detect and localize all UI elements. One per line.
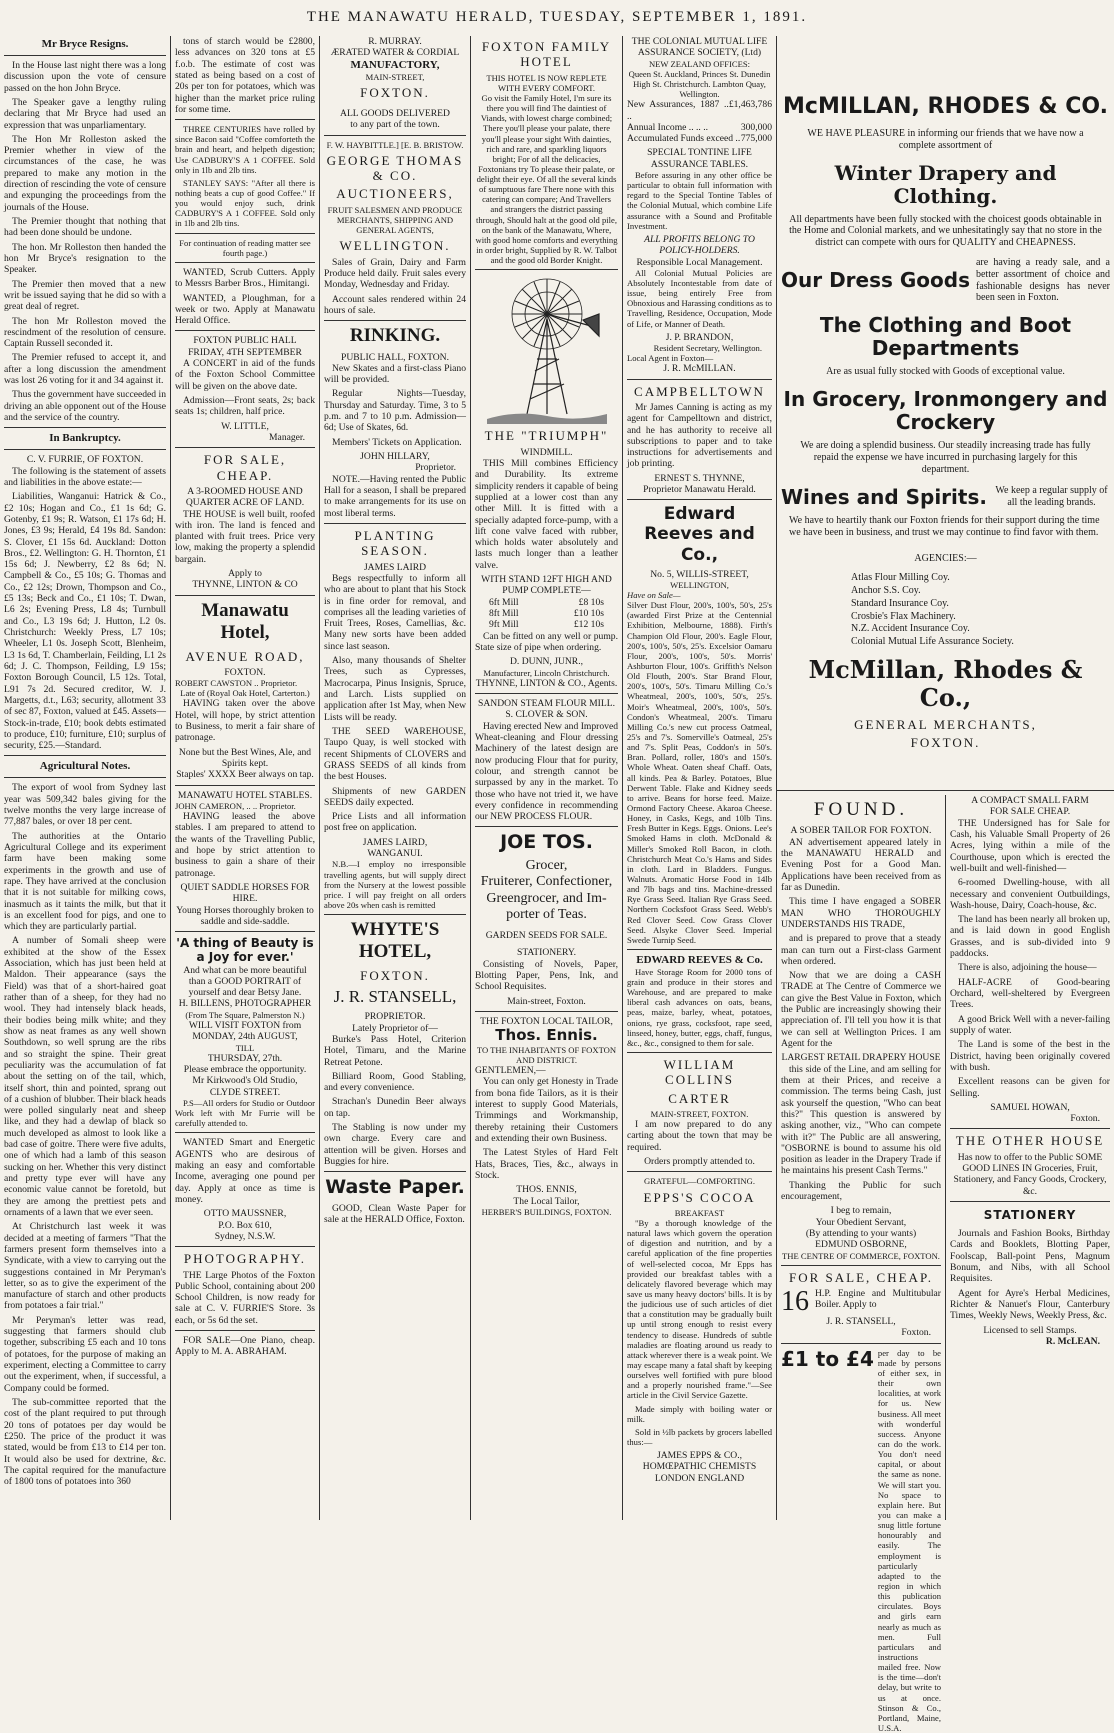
ad-row-dress bbox=[781, 257, 1110, 304]
ad-subtitle: AVENUE ROAD, bbox=[185, 648, 305, 664]
ad-line: Grocer, bbox=[525, 857, 568, 873]
ad-title: FOR SALE, CHEAP. bbox=[203, 452, 287, 483]
ad-body: Mr Kirkwood's Old Studio, bbox=[192, 1075, 298, 1087]
stats-label: New Assurances, 1887 .. .. bbox=[627, 99, 729, 122]
paragraph: Mr Peryman's letter was read, suggesting that farmers should club together, subscribing £5 each and 10 tons of potatoes, for the purpose of making an experiment, electing a Committee to carry out the experiment, when, if successful, a Company could be formed. bbox=[4, 1314, 166, 1394]
ad-proprietor: ROBERT CAWSTON .. Proprietor. bbox=[175, 678, 298, 689]
ad-body: Regular Nights—Tuesday, Thursday and Saturday. Time, 3 to 5 p.m. and 7 to 10 p.m. Admission—6d; Use of Skates, 6d. bbox=[324, 388, 466, 434]
continuation-note: For continuation of reading matter see fourth page.) bbox=[179, 237, 311, 258]
ad-body: Agent for Ayre's Herbal Medicines, Richter & Nanuet's Flour, Canterbury Times, Weekly News, Weekly Press, &c. bbox=[950, 1287, 1110, 1322]
ad-line: Fruiterer, Confectioner, bbox=[480, 874, 613, 890]
ad-body: You can only get Honesty in Trade from bona fide Tailors, as it is their interest to supply Good Materials, Trimmings and Workmanship, thereby retaining their Customers and extending their own Business. bbox=[475, 1076, 618, 1144]
ad-address: No. 5, WILLIS-STREET, bbox=[650, 568, 749, 580]
paragraph: Liabilities, Wanganui: Hatrick & Co., £2 10s; Hogan and Co., £1 1s 6d; G. Gotenby, £1 9s; R. Watson, £1 17s 6d; H. Jones, £3 9s; Herald, £4 19s 8d. Sandon: S. Clover, £1 15s 6d. Auckland: Dotton Bros., £2. Wellington: G. H. Thornton, £1 15s 6d; J. Newberry, £2 8s 6d; N. Campbell & Co., £5 10s; G. Thomas and Co., £2 12s; Drown, Thompson and Co., £5 13s; Beck and Co., £1 10s; T. Dwan, L6 2s; Evening Press, L8 4s; Turnbull and Co., L3 19s 6d; J. Hutton, L2 0s. Christchurch: Weekly Press, L7 10s; Wheeler, L1 0s. Joseph Scott, Blenheim, L3 1s 6d, T. Chamberlain, Feilding, L1 2s 6d; J. C. Thompson, Feilding, L9 15s; Foxton Borough Council, L5 12s. Total, L91 7s 2d. Secured creditor, W. J. Margetts, d.t., L63; security, allotment 33 of sec 87, Foxton, valued at £45. Assets—Stock-in-trade, £10; book debts estimated to produce, £10; furniture, £10; surplus of security, £25.—Standard. bbox=[4, 491, 167, 752]
ad-title: CAMPBELLTOWN bbox=[634, 383, 765, 399]
paragraph: The sub-committee reported that the cost of the plant required to put through 20 tons of potatoes per day would be £250. The price of the product it was stated, would be from £13 to £14 per ton. It would also be used for dextrine, &c. The capital required for the manufacture of 1800 tons of potatoes into 360 bbox=[4, 1396, 166, 1488]
ad-subtitle: AUCTIONEERS, bbox=[336, 186, 454, 202]
ad-body: Price Lists and all information post free on application. bbox=[324, 811, 466, 834]
ad-body: Have Storage Room for 2000 tons of grain and produce in their stores and Warehouse, and are prepared to make liberal cash advances on oats, beans, peas, maize, barley, wheat, potatoes, onions, rye grass, cocksfoot, rape seed, linseed, honey, butter, eggs, chaff, fungus, &c., &c., consigned to them for sale. bbox=[627, 966, 772, 1048]
ad-body: There is also, adjoining the house— bbox=[958, 962, 1097, 974]
ad-subtitle: GENERAL MERCHANTS, bbox=[854, 716, 1037, 732]
ad-signature: R. McLEAN. bbox=[1045, 1335, 1100, 1347]
ad-signature-role: Manager. bbox=[269, 431, 305, 443]
ad-subtitle: CARTER bbox=[668, 1090, 731, 1106]
ad-line: porter of Teas. bbox=[506, 907, 587, 923]
ad-number: 16 bbox=[781, 1286, 809, 1318]
ad-title-found: FOUND. bbox=[813, 799, 909, 820]
ad-subtitle: A 3-ROOMED HOUSE AND bbox=[187, 485, 303, 497]
ad-subtitle: PUBLIC HALL, FOXTON. bbox=[340, 351, 450, 363]
ad-row-wines bbox=[781, 485, 1110, 509]
ad-body: Strachan's Dunedin Beer always on tap. bbox=[324, 1096, 466, 1119]
ad-title: THE COLONIAL MUTUAL LIFE ASSURANCE SOCIETY, (Ltd) bbox=[631, 36, 768, 59]
ad-body: All Colonial Mutual Policies are Absolutely Incontestable from date of issue, being entirely Free from Obnoxious and Harassing conditions as to Travelling, Residence, Occupation, Mode of Life, or Manner of Death. bbox=[627, 267, 772, 329]
ad-apply: Apply to bbox=[228, 568, 262, 580]
column-news bbox=[0, 36, 170, 1520]
stats-row bbox=[627, 99, 772, 122]
ad-body: Mr James Canning is acting as my agent for Campelltown and district, and he has authority to receive all subscriptions to paper and to take instructions for advertisements and job printing. bbox=[627, 401, 772, 470]
ad-subtitle: GRATEFUL—COMFORTING. bbox=[644, 1176, 755, 1187]
ad-body: All departments have been fully stocked with the choicest goods obtainable in the Home and Colonial markets, and we unhesitatingly say that no store in the district can compete with ours for QUALITY and CHEAPNESS. bbox=[789, 213, 1102, 249]
ad-body: Your Obedient Servant, bbox=[815, 1216, 907, 1228]
ad-body: Please embrace the opportunity. bbox=[183, 1064, 307, 1075]
price-value: £12 10s bbox=[573, 619, 604, 631]
ad-title: EPPS'S COCOA bbox=[643, 1189, 756, 1205]
ad-address: P.O. Box 610, bbox=[218, 1219, 272, 1231]
ad-body: Has now to offer to the Public SOME GOOD LINES IN Groceries, Fruit, Stationery, and Fancy Goods, Crockery, &c. bbox=[953, 1151, 1107, 1197]
ad-signature: JAMES LAIRD, bbox=[362, 836, 428, 848]
ad-body: We have to heartily thank our Foxton friends for their support during the time we have been in business, and trust we may continue to find favor with them. bbox=[789, 514, 1100, 538]
ad-subtitle: Have on Sale— bbox=[627, 590, 681, 601]
ad-body: Are as usual fully stocked with Goods of exceptional value. bbox=[826, 366, 1065, 378]
ad-body: P.S—All orders for Studio or Outdoor Work left with Mr Furrie will be carefully attended to. bbox=[175, 1097, 315, 1129]
ad-title: SANDON STEAM FLOUR MILL. bbox=[478, 698, 615, 710]
paragraph: tons of starch would be £2800, less advances on 320 tons at £5 f.o.b. The estimate of cost was stated as being based on a cost of 20s per ton for potatoes, which was higher than the market price ruling for some time. bbox=[175, 36, 315, 115]
ad-subtitle: BREAKFAST bbox=[674, 1207, 725, 1218]
ad-subtitle: A SOBER TAILOR FOR FOXTON. bbox=[790, 825, 932, 837]
ad-signature-mcmillan: McMillan, Rhodes & Co., bbox=[808, 655, 1083, 713]
ad-title-stationery: STATIONERY bbox=[983, 1208, 1077, 1223]
ad-body: We keep a regular supply of all the leading brands. bbox=[995, 485, 1108, 509]
ad-signature: W. LITTLE, bbox=[221, 420, 269, 432]
ad-body: and is prepared to prove that a steady man can turn out a First-class Garment when ordered. bbox=[781, 933, 941, 967]
ad-title: MANAWATU HOTEL STABLES. bbox=[177, 789, 313, 801]
ad-title: THE FOXTON LOCAL TAILOR, bbox=[480, 1015, 613, 1027]
ad-title: R. MURRAY. bbox=[368, 36, 422, 47]
ad-title-rinking: RINKING. bbox=[349, 325, 441, 347]
ad-body: Admission—Front seats, 2s; back seats 1s; children, half price. bbox=[175, 395, 315, 418]
column-ads-5 bbox=[623, 36, 776, 1520]
ad-title: WILLIAM COLLINS bbox=[663, 1057, 736, 1088]
ad-subtitle: Responsible Local Management. bbox=[636, 256, 763, 268]
ad-title: PHOTOGRAPHY. bbox=[183, 1251, 307, 1267]
agency-item: Atlas Flour Milling Coy. bbox=[851, 572, 950, 584]
ad-title: FOXTON FAMILY HOTEL bbox=[481, 39, 612, 70]
ad-body: AN advertisement appeared lately in the MANAWATU HERALD and Evening Post for a Good Man. Applications have been received from as far as Dunedin. bbox=[781, 836, 941, 893]
ad-body: Billiard Room, Good Stabling, and every convenience. bbox=[324, 1070, 466, 1094]
ad-body: TO THE INHABITANTS OF FOXTON AND DISTRICT. bbox=[476, 1044, 617, 1065]
ad-place: WELLINGTON. bbox=[339, 238, 451, 254]
ad-body: We are doing a splendid business. Our steadily increasing trade has fully repaid the expense we have incurred in purchasing largely for this department. bbox=[800, 439, 1091, 475]
ad-signature: JAMES EPPS & CO., bbox=[656, 1450, 743, 1462]
ad-body: GENTLEMEN,— bbox=[475, 1065, 546, 1077]
ad-body: to any part of the town. bbox=[350, 119, 440, 131]
ad-body: HALF-ACRE of Good-bearing Orchard, well-sheltered by Evergreen Trees. bbox=[950, 976, 1110, 1011]
ad-body: Consisting of Novels, Paper, Blotting Paper, Pens, Ink, and School Requisites. bbox=[475, 958, 618, 993]
ad-address: (From The Square, Palmerston N.) bbox=[185, 1009, 305, 1020]
ad-body: Journals and Fashion Books, Birthday Cards and Booklets, Blotting Paper, Foolscap, Ball-point Pens, Magnum Bonum, and Nibs, with all School Requisites. bbox=[950, 1228, 1110, 1285]
ad-subtitle: NEW ZEALAND OFFICES: bbox=[648, 58, 751, 69]
column-ads-4 bbox=[471, 36, 622, 1520]
ad-body: per day to be made by persons of either sex, in their own localities, at work for us. New business. All meet with wonderful success. Anyone can do the work. You don't need capital, or about the same as none. We will start you. No space to explain here. But you can make a snug little fortune honourably and easily. The employment is particularly adapted to the region in which this publication circulates. Boys and girls earn nearly as much as men. Full particulars and instructions mailed free. Now is the time—don't delay, but write to us at once. Stinson & Co., Portland, Maine, U.S.A. bbox=[877, 1347, 941, 1733]
ad-address: Main-street, Foxton. bbox=[507, 995, 586, 1007]
ad-body: Lately Proprietor of— bbox=[352, 1022, 438, 1034]
ad-body: THIS Mill combines Efficiency and Durability. Its extreme simplicity renders it capable of being supplied at a lower cost than any other Mill. It is fitted with a specially adapted force-pump, with a lift cone valve faced with rubber, which holds water absolutely and lasts much longer than a leather valve. bbox=[475, 457, 618, 571]
ad-signature-role: Resident Secretary, Wellington. bbox=[653, 343, 762, 353]
ad-subtitle: ALL PROFITS BELONG TO POLICY-HOLDERS. bbox=[644, 233, 755, 257]
ad-body: New Skates and a first-class Piano will be provided. bbox=[324, 362, 466, 386]
ad-title-waste-paper: Waste Paper. bbox=[325, 1176, 465, 1199]
ad-signature: J. R. STANSELL, bbox=[826, 1316, 896, 1328]
stats-list bbox=[627, 99, 772, 144]
ad-signature: JOHN HILLARY, bbox=[360, 451, 430, 463]
ad-signature: D. DUNN, JUNR., bbox=[509, 656, 584, 668]
ad-body: 6-roomed Dwelling-house, with all necessary and convenient Outbuildings, Wash-house, Dairy, Coach-house, &c. bbox=[950, 877, 1110, 911]
ad-date: FRIDAY, 4TH SEPTEMBER bbox=[188, 346, 302, 358]
ad-body: Before assuring in any other office be particular to obtain full information with regard to the Special Tontine Tables of the Colonial Mutual, which combine Life assurance with a Sound and Profitable Investment. bbox=[627, 170, 772, 231]
ad-signature-role: Proprietor. bbox=[415, 462, 456, 474]
ad-subtitle: THIS HOTEL IS NOW REPLETE WITH EVERY COMFORT. bbox=[486, 72, 607, 93]
horizontal-rule bbox=[776, 790, 1114, 791]
ad-body: are having a ready sale, and a better assortment of choice and fashionable designs has never been seen in Foxton. bbox=[975, 256, 1110, 304]
ad-body: I beg to remain, bbox=[830, 1205, 892, 1217]
ad-subtitle: AGENCIES:— bbox=[914, 552, 977, 564]
ad-body: Licensed to sell Stamps. bbox=[983, 1324, 1077, 1336]
ad-place: FOXTON. bbox=[360, 967, 430, 983]
ad-stanley: STANLEY SAYS: "After all there is nothing beats a cup of good Coffee." If you would enjoy such, drink CADBURY'S A 1 COFFEE. Sold only in 1lb and 2lb tins. bbox=[175, 177, 315, 229]
ad-body: WITH STAND 12FT HIGH AND PUMP COMPLETE— bbox=[481, 574, 612, 597]
ad-address: HERBER'S BUILDINGS, FOXTON. bbox=[481, 1206, 612, 1217]
ad-body: Members' Tickets on Application. bbox=[332, 436, 462, 448]
ad-proprietor: JOHN CAMERON, .. .. Proprietor. bbox=[175, 800, 296, 811]
ad-cadbury: THREE CENTURIES have rolled by since Bacon said "Coffee comforteth the brain and heart, and helpeth digestion; Use CADBURY'S A 1 COFFEE. Sold only in 1lb and 2lb tins. bbox=[175, 124, 315, 175]
price-row bbox=[475, 619, 618, 630]
ad-body: Having erected New and Improved Wheat-cleaning and Flour dressing Machinery of the latest design are now producing Flour that for purity, colour, and strength cannot be surpassed by any in the market. To those who have not tried it, we have every confidence in recommending our NEW PROCESS FLOUR. bbox=[475, 720, 618, 823]
ad-body: H.P. Engine and Multitubular Boiler. Apply to bbox=[815, 1288, 941, 1311]
ad-subtitle: JAMES LAIRD bbox=[363, 561, 427, 573]
ad-signature: SAMUEL HOWAN, bbox=[990, 1101, 1070, 1113]
paragraph: The hon. Mr Rolleston then handed the hon Mr Bryce's resignation to the Speaker. bbox=[4, 241, 166, 276]
ad-place: Foxton. bbox=[1070, 1113, 1100, 1125]
ad-title-mcmillan: McMILLAN, RHODES & CO. bbox=[783, 94, 1108, 119]
paragraph: The export of wool from Sydney last year was 509,342 bales giving for the twelve months the very large increase of 77,887 bales, or over 18 per cent. bbox=[4, 782, 166, 828]
ad-title-whyte: WHYTE'S HOTEL, bbox=[350, 919, 440, 963]
ad-title: GEORGE THOMAS & CO. bbox=[326, 152, 464, 184]
ad-body: Begs respectfully to inform all who are about to plant that his Stock is in fine order for removal, and comprises all the leading varieties of Fruit Trees, Roses, Camellias, &c. Many new sorts have been added since last season. bbox=[324, 572, 466, 652]
ad-title: 'A thing of Beauty is a Joy for ever.' bbox=[176, 936, 314, 965]
ad-signature-role: HOMŒPATHIC CHEMISTS bbox=[642, 1461, 757, 1473]
paragraph: At Christchurch last week it was decided at a meeting of farmers "That the farmers present form themselves into a Syndicate, with a view to carrying out the suggestions contained in Mr Peryman's letter, so as to give the experiment of the manufacture of starch and other products from potatoes a fair trial." bbox=[4, 1221, 166, 1312]
ad-body: "By a thorough knowledge of the natural laws which govern the operation of digestion and nutrition, and by a careful application of the fine properties of well-selected cocoa, Mr Epps has provided our breakfast tables with a delicately flavored beverage which may save us many heavy doctors' bills. It is by the judicious use of such articles of diet that a constitution may be gradually built up until strong enough to resist every tendency to disease. Hundreds of subtle maladies are floating around us ready to attack wherever there is a weak point. We may escape many a fatal shaft by keeping ourselves well fortified with pure blood and a properly nourished frame."—See article in the Civil Service Gazette. bbox=[627, 1218, 772, 1401]
ad-title-reeves: Edward Reeves and Co., bbox=[644, 504, 755, 565]
ad-body: Account sales rendered within 24 hours of sale. bbox=[324, 293, 466, 316]
ad-names: F. W. HAYBITTLE.] [E. B. BRISTOW. bbox=[326, 139, 464, 150]
price-item: 8ft Mill bbox=[489, 608, 519, 620]
ad-body: The Land is some of the best in the District, having been originally covered with bush. bbox=[950, 1039, 1110, 1073]
ad-subtitle: Thos. Ennis. bbox=[495, 1026, 598, 1045]
paragraph: The following is the statement of assets and liabilities in the above estate:— bbox=[4, 465, 166, 488]
stats-value: 300,000 bbox=[740, 121, 772, 133]
article-title-bryce: Mr Bryce Resigns. bbox=[41, 38, 129, 50]
price-value: £10 10s bbox=[573, 608, 604, 620]
ad-signature: OTTO MAUSSNER, bbox=[203, 1208, 287, 1220]
ad-body: Excellent reasons can be given for Selling. bbox=[950, 1076, 1110, 1099]
ad-body: this side of the Line, and am selling for them at their Prices, and receive a commission. The terms being Cash, just ask yourself the question, "Who can beat this?" This question is answered by asking another, viz., "Who can compete with it?" The Public are all answering, "OSBORNE is bound to assume his old position as leader in the Drapery Trade if he maintains his present Cash Terms." bbox=[781, 1063, 941, 1177]
agency-item: N.Z. Accident Insurance Coy. bbox=[851, 623, 970, 635]
stats-label: Annual Income .. .. .. bbox=[627, 121, 708, 133]
ad-title: A COMPACT SMALL FARM bbox=[971, 795, 1089, 806]
ad-body: Can be fitted on any well or pump. State size of pipe when ordering. bbox=[475, 630, 618, 653]
ad-body: Made simply with boiling water or milk. bbox=[627, 1403, 772, 1424]
column-mcmillan-ad bbox=[777, 36, 1114, 788]
price-list bbox=[475, 597, 618, 631]
ad-body: The land has been nearly all broken up, and is laid down in good English Grasses, and is sub-divided into 9 paddocks. bbox=[950, 914, 1110, 960]
ad-place: FOXTON. bbox=[360, 84, 430, 100]
ad-signature-role: THE CENTRE OF COMMERCE, FOXTON. bbox=[782, 1250, 940, 1261]
paragraph: The Premier thought that nothing that had been done should be undone. bbox=[4, 216, 166, 239]
ad-title: THE "TRIUMPH" bbox=[484, 428, 609, 444]
paragraph: Thus the government have succeeded in driving an able opponent out of the House and the service of the country. bbox=[4, 389, 166, 424]
agency-item: Standard Insurance Coy. bbox=[851, 597, 949, 609]
paragraph: In the House last night there was a long discussion upon the vote of censure passed on the hon John Bryce. bbox=[4, 59, 166, 94]
ad-address: Sydney, N.S.W. bbox=[214, 1230, 276, 1242]
paragraph: A number of Somali sheep were exhibited at the show of the Essex Association, which has just been held at Maldon. Their appearance (says the Field) was that of a short-haired goat rather than of a sheep, for they had no wool. They had intensely black heads, their bodies being milk white; and they show as neat frames as any well shown Southdown, so well sprung are the ribs and so straight the spine. Their great peculiarity was the accumulation of fat about the setting on of the tail, which, itself short, thin and pointed, sprang out of a cushion of blubber. Their black heads were polled singularly neat and sheep like, and they had a dewlap of black so much developed as almost to look like a bad case of goitre. There were five adults, one of which had a lamb of this season sucking on her. Whether this very distinct and pretty type ever will have any economic value cannot be foretold, but they are among the prettiest pets and ornaments of a lawn that we ever seen. bbox=[4, 935, 166, 1218]
ad-date: THURSDAY, 27th. bbox=[207, 1052, 283, 1064]
column-ads-3 bbox=[320, 36, 470, 1520]
ad-subtitle: MANUFACTORY, bbox=[350, 58, 440, 71]
ad-subtitle: FOR SALE CHEAP. bbox=[989, 806, 1071, 818]
ad-title-joe-tos: JOE TOS. bbox=[500, 831, 593, 854]
ad-body: GOOD, Clean Waste Paper for sale at the HERALD Office, Foxton. bbox=[324, 1202, 466, 1226]
ad-body: FRUIT SALESMEN AND PRODUCE MERCHANTS, SHIPPING AND GENERAL AGENTS, bbox=[327, 204, 463, 236]
ad-body: THE SEED WAREHOUSE, Taupo Quay, is well stocked with recent Shipments of CLOVERS and GRASS SEEDS of all kinds from the best Houses. bbox=[324, 725, 466, 783]
ad-body: (By attending to your wants) bbox=[805, 1228, 917, 1240]
ad-till: TILL bbox=[235, 1042, 255, 1053]
ad-body: HAVING taken over the above Hotel, will hope, by strict attention to Business, to merit a fair share of patronage. bbox=[175, 698, 315, 744]
ad-subtitle: SPECIAL TONTINE LIFE ASSURANCE TABLES. bbox=[647, 147, 752, 170]
ad-place: LONDON ENGLAND bbox=[654, 1472, 745, 1484]
stats-value: £1,463,786 bbox=[728, 99, 772, 111]
ad-heading-dress: Our Dress Goods bbox=[781, 268, 970, 293]
ad-subtitle: LARGEST RETAIL DRAPERY HOUSE bbox=[781, 1052, 941, 1064]
column-ads-7 bbox=[777, 795, 945, 1733]
ad-body: Staples' XXXX Beer always on tap. bbox=[176, 769, 314, 781]
ad-wanted: WANTED, a Ploughman, for a week or two. Apply at Manawatu Herald Office. bbox=[175, 292, 315, 327]
ad-signature: H. BILLENS, PHOTOGRAPHER bbox=[178, 998, 312, 1010]
ad-body: NOTE.—Having rented the Public Hall for a season, I shall be prepared to make arrangements for its use on most liberal terms. bbox=[324, 473, 466, 519]
price-row bbox=[475, 608, 618, 619]
masthead: THE MANAWATU HERALD, TUESDAY, SEPTEMBER 1, 1891. bbox=[306, 8, 808, 25]
ad-late: Late of (Royal Oak Hotel, Carterton.) bbox=[180, 688, 310, 699]
ad-title: THE OTHER HOUSE bbox=[955, 1133, 1105, 1149]
ad-subtitle: STATIONERY. bbox=[516, 947, 577, 959]
ad-body: A good Brick Well with a never-failing supply of water. bbox=[950, 1013, 1110, 1036]
stats-value: 775,000 bbox=[740, 133, 772, 145]
ad-place: FOXTON. bbox=[910, 735, 981, 751]
ad-title: QUIET SADDLE HORSES FOR HIRE. bbox=[180, 881, 310, 905]
ad-body: This time I have engaged a SOBER MAN WHO THOROUGHLY UNDERSTANDS HIS TRADE, bbox=[781, 896, 941, 930]
ad-body: Also, many thousands of Shelter Trees, such as Cypresses, Macrocarpa, Pinus Insignis, Spruce, and Larch. Lists supplied on application after 1st May, when New Lists will be ready. bbox=[324, 655, 466, 723]
ad-body: A CONCERT in aid of the funds of the Foxton School Committee will be given on the above date. bbox=[175, 358, 315, 392]
price-item: 6ft Mill bbox=[489, 596, 519, 608]
ad-body: Now that we are doing a CASH TRADE at The Centre of Commerce we can give the Best Value in Foxton, which the Public are increasingly showing their appreciation of. I'll tell you how it is that we can sell at Wellington Prices. I am Agent for the bbox=[781, 970, 941, 1050]
ad-address: MAIN-STREET, bbox=[365, 71, 425, 82]
stats-row bbox=[627, 133, 772, 144]
ad-address: Manufacturer, Lincoln Christchurch. bbox=[483, 667, 610, 678]
ad-place: WANGANUI. bbox=[367, 848, 423, 860]
ad-body: WILL VISIT FOXTON from bbox=[188, 1019, 302, 1031]
ad-body: Shipments of new GARDEN SEEDS daily expected. bbox=[324, 785, 466, 808]
ad-note: N.B.—I employ no irresponsible travelling agents, but will supply direct from the Nursery at the lowest possible price. I will pay freight on all orders above 20s when cash is remitted bbox=[324, 859, 466, 910]
ad-body: And what can be more beautiful than a GOOD PORTRAIT of yourself and dear Betsy Jane. bbox=[183, 964, 307, 999]
ad-signature: ERNEST S. THYNNE, bbox=[654, 472, 745, 484]
ad-agent-name: J. R. McMILLAN. bbox=[663, 363, 736, 375]
ad-body: Go visit the Family Hotel, I'm sure its there you will find The daintiest of Viands, with lowest charge combined; There you'll please your palate, there you'll please your sight With dainties, rich and rare, and sparkling liquors bright; For of all the delicacies, Foxtonians try To please their palate, or delight their eye. Of all the several kinds of sumptuous fare There none with this catering can compare; And Travellers and strangers the district passing through, Should halt at the good old pile, on the bank of the Manawatu, Where, with good home comforts and everything in order bright, Supplied by R. W. Talbot and the good old Border Knight. bbox=[475, 92, 618, 266]
ad-address: Queen St. Auckland, Princes St. Dunedin High St. Christchurch. Lambton Quay, Wellington. bbox=[628, 68, 771, 100]
ad-title: FOXTON PUBLIC HALL bbox=[193, 335, 297, 347]
ad-body: Orders promptly attended to. bbox=[644, 1156, 755, 1168]
ad-row-engine bbox=[781, 1288, 941, 1316]
paragraph: The hon Mr Rolleston moved the rescindment of the resolution of censure. Captain Russell seconded it. bbox=[4, 315, 166, 350]
ad-address: MAIN-STREET, FOXTON. bbox=[650, 1109, 749, 1120]
ad-signature: THYNNE, LINTON & CO bbox=[192, 579, 298, 591]
ad-place: FOXTON. bbox=[224, 666, 266, 678]
ad-date: MONDAY, 24th AUGUST, bbox=[192, 1031, 298, 1043]
paragraph: The Speaker gave a lengthy ruling declaring that Mr Bryce had used an expression that was unparliamentary. bbox=[4, 96, 166, 131]
ad-agent: Local Agent in Foxton— bbox=[627, 353, 714, 364]
ad-heading-boot: The Clothing and Boot Departments bbox=[819, 313, 1072, 361]
ad-body: THE HOUSE is well built, roofed with iron. The land is fenced and planted with fruit trees. Price very low, making the property a splendid bargain. bbox=[175, 508, 315, 565]
agency-item: Anchor S.S. Coy. bbox=[851, 585, 921, 597]
ad-body: GARDEN SEEDS FOR SALE. bbox=[485, 929, 608, 941]
ad-place: WELLINGTON, bbox=[670, 579, 729, 590]
ad-body: Young Horses thoroughly broken to saddle and side-saddle. bbox=[176, 904, 314, 927]
ad-signature: J. P. BRANDON, bbox=[665, 331, 734, 343]
ad-subtitle: S. CLOVER & SON. bbox=[505, 709, 588, 721]
ad-subtitle: QUARTER ACRE OF LAND. bbox=[185, 497, 305, 509]
ad-body: THE Large Photos of the Foxton Public School, containing about 200 School Children, is now ready for sale at C. V. FURRIE'S Store. 3s each, or 5s 6d the set. bbox=[175, 1269, 315, 1326]
ad-body: Thanking the Public for such encouragement, bbox=[781, 1179, 941, 1203]
ad-subtitle: WINDMILL. bbox=[520, 446, 573, 458]
agency-item: Crosbie's Flax Machinery. bbox=[851, 610, 956, 622]
ad-body: Silver Dust Flour, 200's, 100's, 50's, 25's (awarded First Prize at the Centennial Exhibition, Melbourne, 1888). Firth's Champion Old Flour, 200's. Eagle Flour, 200's, 100's, 50's, 25's. Excelsior Oamaru Flour, 200's, 100's, 50's. Morris' Ashburton Flour, 100's. Griffith's Nelson Old Flouth, 200's. Star Brand Flour, 200's, 100's, 50's. Timaru Milling Co.'s Wheatmeal, 200's, 100's, 50's, 25's. Moir's Wheatmeal, 200's, 100's, 50's. Condon's Wheatmeal, 200's. Timaru Milling Co.'s new cut process Oatmeal, 25's and 7's. Somerville's Oatmeal, 25's and 7's. Split Peas, Coddon's in 50's. Bran. Pollard, roller, 180's and 150's. Whole Wheat. Oaten sheaf Chaff. Oats, all kinds. Pea & Barley. Potatoes, Blue Derwent Table. Flake and Kidney seeds to arrive. Beans for horse feed. Maize. Ormond Factory Cheese. Akaroa Cheese. Honey, in Casks, Kegs, and 10lb Tins. Fresh Butter in Kegs. Eggs. Onions. Lee's Smoked Hams in cloth. McDonald & Miller's Smoked Roll Bacon, in cloth. Christchurch Meat Co.'s Hams and Sides in cloth. Lard in Bladders. Fungus. Walnuts. Aromatic Horse Food in 14lb and 7lb bags and tins. Machine-dressed Rye Grass Seed. Italian Rye Grass Seed. Northern Cocksfoot Grass Seed. Webb's Red Clover Seed. Cow Grass Clover Seed. Alsyke Clover Seed. Imperial Swede Turnip Seed. bbox=[627, 600, 772, 945]
ad-title: PLANTING SEASON. bbox=[354, 527, 436, 559]
paragraph: The Hon Mr Rolleston asked the Premier whether in view of the circumstances of the case, he was prepared to make any motion in the direction of rescinding the vote of censure and expunging the proceedings from the journals of the House. bbox=[4, 133, 166, 213]
ad-signature: THOS. ENNIS, bbox=[516, 1184, 577, 1196]
column-ads-8 bbox=[946, 795, 1114, 1520]
stats-row bbox=[627, 122, 772, 133]
price-value: £8 10s bbox=[578, 596, 604, 608]
ad-body: Burke's Pass Hotel, Criterion Hotel, Timaru, and the Marine Retreat Petone. bbox=[324, 1033, 466, 1068]
ad-body: Sales of Grain, Dairy and Farm Produce held daily. Fruit sales every Monday, Wednesday and Friday. bbox=[324, 256, 466, 291]
ad-title-hotel: Manawatu Hotel, bbox=[201, 599, 289, 644]
price-item: 9ft Mill bbox=[489, 619, 519, 631]
ad-body: FOR SALE—One Piano, cheap. Apply to M. A. ABRAHAM. bbox=[175, 1335, 315, 1358]
windmill-illustration bbox=[487, 274, 607, 424]
price-row bbox=[475, 597, 618, 608]
ad-subtitle: PROPRIETOR. bbox=[364, 1011, 426, 1023]
paragraph: The Premier then moved that a new writ be issued saying that he did so with a great deal of regret. bbox=[4, 278, 166, 313]
ad-subtitle: ÆRATED WATER & CORDIAL bbox=[330, 47, 460, 59]
ad-signature: EDMUND OSBORNE, bbox=[815, 1239, 907, 1251]
article-title-agricultural: Agricultural Notes. bbox=[39, 760, 131, 773]
ad-body: ALL GOODS DELIVERED bbox=[340, 108, 450, 120]
article-subtitle: C. V. FURRIE, OF FOXTON. bbox=[26, 454, 144, 466]
ad-signature-role: The Local Tailor, bbox=[513, 1195, 580, 1207]
ad-body: WANTED Smart and Energetic AGENTS who are desirous of making an easy and comfortable Income, averaging one pound per day. Apply at once as time is money. bbox=[175, 1137, 315, 1205]
ad-body: CLYDE STREET. bbox=[209, 1086, 281, 1098]
ad-body: WE HAVE PLEASURE in informing our friends that we have now a complete assortment of bbox=[807, 127, 1084, 151]
stats-label: Accumulated Funds exceed .. bbox=[627, 133, 741, 145]
ad-signature-role: Proprietor Manawatu Herald. bbox=[643, 484, 756, 496]
ad-agents: THYNNE, LINTON & CO., Agents. bbox=[475, 677, 618, 689]
column-ads-2 bbox=[171, 36, 319, 1520]
agency-item: Colonial Mutual Life Assurance Society. bbox=[851, 636, 1014, 648]
ad-body: Sold in ½lb packets by grocers labelled thus:— bbox=[627, 1426, 772, 1447]
ad-body: I am now prepared to do any carting about the town that may be required. bbox=[627, 1119, 772, 1153]
ad-title: FOR SALE, CHEAP. bbox=[789, 1269, 933, 1285]
ad-body: HAVING leased the above stables. I am prepared to attend to the wants of the Travelling Public, and hope by strict attention to business to gain a share of their patronage. bbox=[175, 811, 315, 879]
paragraph: The Premier refused to accept it, and after a long discussion the amendment was lost 26 voting for it and 34 against it. bbox=[4, 352, 166, 387]
ad-heading-winter: Winter Drapery and Clothing. bbox=[834, 160, 1057, 208]
ad-body: The Latest Styles of Hard Felt Hats, Braces, Ties, &c., always in Stock. bbox=[475, 1147, 618, 1181]
ad-heading-wines: Wines and Spirits. bbox=[781, 484, 987, 509]
ad-row-pay bbox=[781, 1348, 941, 1733]
ad-heading-grocery: In Grocery, Ironmongery and Crockery bbox=[783, 386, 1108, 434]
ad-body: THE Undersigned has for Sale for Cash, his Valuable Small Property of 26 Acres, lying within a mile of the Courthouse, upon which is erected the well-built and well-finished— bbox=[950, 817, 1110, 874]
ad-wanted: WANTED, Scrub Cutters. Apply to Messrs Barber Bros., Himitangi. bbox=[175, 266, 315, 290]
article-title-bankruptcy: In Bankruptcy. bbox=[49, 432, 121, 445]
ad-title: J. R. STANSELL, bbox=[333, 987, 457, 1007]
ad-place: Foxton. bbox=[901, 1327, 931, 1339]
ad-body: The Stabling is now under my own charge. Every care and attention will be given. Horses and Buggies for hire. bbox=[324, 1122, 466, 1168]
ad-body: None but the Best Wines, Ale, and Spirits kept. bbox=[178, 746, 312, 770]
ad-pay-amount: £1 to £4 bbox=[781, 1346, 874, 1371]
ad-line: Greengrocer, and Im- bbox=[486, 890, 607, 906]
paragraph: The authorities at the Ontario Agricultural College and its experiment farm have been making some experiments in the growth and use of rape. They have arrived at the conclusion that it is not suitable for milking cows, inasmuch as it taints the milk, but that it is an excellent food for pigs, and one to which they are particularly partial. bbox=[4, 830, 166, 933]
ad-title: EDWARD REEVES & Co. bbox=[636, 953, 763, 966]
